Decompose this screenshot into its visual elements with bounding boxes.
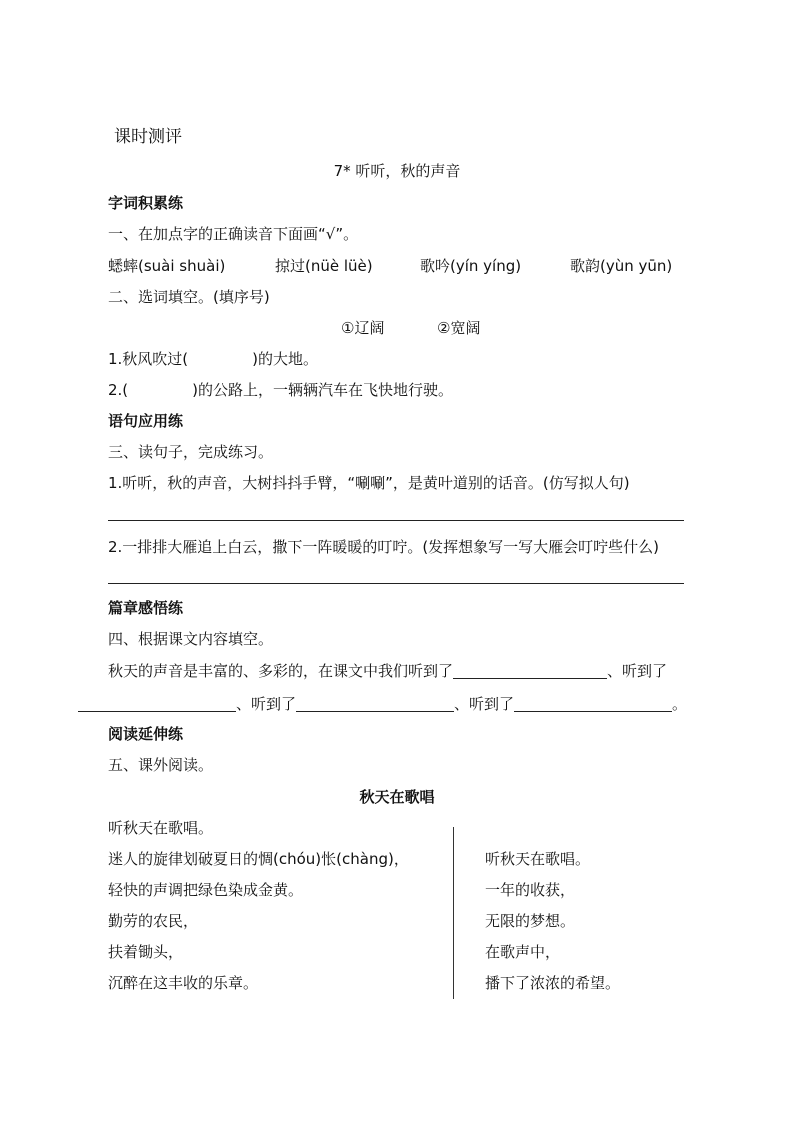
- question-2-title: 二、选词填空。(填序号): [108, 288, 270, 306]
- question-4-text-a: 秋天的声音是丰富的、多彩的，在课文中我们听到了: [108, 662, 454, 680]
- poem-left-line-5: 扶着锄头，: [108, 943, 184, 961]
- answer-blank[interactable]: [78, 695, 236, 712]
- section-heading-passage: 篇章感悟练: [108, 599, 184, 617]
- poem-right-line-4: 在歌声中，: [485, 943, 561, 961]
- poem-left-line-6: 沉醉在这丰收的乐章。: [108, 974, 259, 992]
- question-1-item-3: 歌吟(yín yíng): [420, 257, 522, 275]
- poem-left-line-2: 迷人的旋律划破夏日的惆(chóu)怅(chàng)，: [108, 850, 409, 868]
- poem-right-line-1: 听秋天在歌唱。: [485, 850, 591, 868]
- question-5-title: 五、课外阅读。: [108, 756, 214, 774]
- question-3-item-2: 2.一排排大雁追上白云，撒下一阵暖暖的叮咛。(发挥想象写一写大雁会叮咛些什么): [108, 538, 660, 556]
- question-2-item-1: [108, 349, 318, 369]
- question-1-item-1: 蟋蟀(suài shuài): [108, 257, 226, 275]
- answer-blank[interactable]: [296, 695, 454, 712]
- poem-divider: [453, 827, 454, 999]
- question-4-text-line-2: [78, 694, 687, 714]
- question-2-item-2: [108, 380, 453, 400]
- section-heading-reading: 阅读延伸练: [108, 725, 184, 743]
- section-heading-vocabulary: 字词积累练: [108, 194, 184, 212]
- answer-line[interactable]: [108, 520, 684, 521]
- question-4-text-c: 、听到了: [236, 695, 297, 713]
- question-3-title: 三、读句子，完成练习。: [108, 443, 274, 461]
- question-3-item-1: 1.听听，秋的声音，大树抖抖手臂，“唰唰”，是黄叶道别的话音。(仿写拟人句): [108, 474, 630, 492]
- section-heading-sentences: 语句应用练: [108, 412, 184, 430]
- question-1-item-4: 歌韵(yùn yūn): [570, 257, 673, 275]
- answer-line[interactable]: [108, 583, 684, 584]
- question-2-item-2-start: 2.(: [108, 381, 129, 399]
- question-4-text-line-1: [108, 661, 667, 681]
- question-2-item-2-end: )的公路上，一辆辆汽车在飞快地行驶。: [192, 381, 454, 399]
- question-4-text-b: 、听到了: [607, 662, 668, 680]
- poem-right-line-2: 一年的收获，: [485, 881, 576, 899]
- question-2-option-2: ②宽阔: [437, 319, 481, 337]
- poem-title: 秋天在歌唱: [359, 788, 435, 806]
- question-4-text-e: 。: [672, 695, 688, 713]
- answer-blank[interactable]: [453, 662, 607, 679]
- question-2-item-1-end: )的大地。: [252, 350, 319, 368]
- question-1-title: 一、在加点字的正确读音下面画“√”。: [108, 225, 359, 243]
- poem-left-line-4: 勤劳的农民，: [108, 912, 199, 930]
- poem-right-line-3: 无限的梦想。: [485, 912, 576, 930]
- page-title: 课时测评: [114, 127, 182, 147]
- lesson-title: 7* 听听，秋的声音: [333, 162, 461, 180]
- poem-left-line-1: 听秋天在歌唱。: [108, 819, 214, 837]
- question-4-text-d: 、听到了: [454, 695, 515, 713]
- question-2-item-1-start: 1.秋风吹过(: [108, 350, 189, 368]
- answer-blank[interactable]: [514, 695, 672, 712]
- question-1-item-2: 掠过(nüè lüè): [275, 257, 373, 275]
- poem-left-line-3: 轻快的声调把绿色染成金黄。: [108, 881, 304, 899]
- question-2-option-1: ①辽阔: [341, 319, 385, 337]
- question-4-title: 四、根据课文内容填空。: [108, 630, 274, 648]
- poem-right-line-5: 播下了浓浓的希望。: [485, 974, 621, 992]
